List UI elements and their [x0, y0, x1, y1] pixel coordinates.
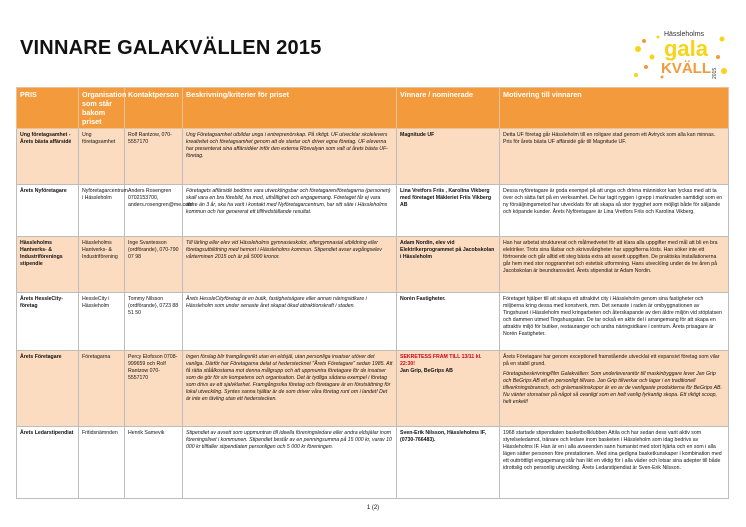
- table-row: [17, 237, 729, 293]
- cell-vinnare: Sven-Erik Nilsson, Hässleholms IF, (0730-766483).: [397, 427, 500, 499]
- cell-motivering: Dessa nyföretagare är goda exempel på att unga och drivna människor kan lyckas med att ta över och sätta fart på en verksamhet. De har tagit ryggen i grepp i marknaden samtidigt som en ny försäljningsmetod har utvecklats för att skapa så stor trygghet som möjligt både för säljande och köpande kunder. Årets Nyföretagare är Lina Vretfors Friis och Karolina Vikberg.: [500, 185, 729, 237]
- winners-table: [16, 87, 729, 499]
- cell-beskrivning: Årets HessleCityföretag är en butik, fastighetsägare eller annan näringsidkare i Hässleholm som under senaste året skapat ökad attraktionskraft i staden.: [183, 293, 397, 351]
- cell-vinnare: Lina Vretfors Friis , Karolina Vikberg med företaget Mäkleriet Friis Vikberg AB: [397, 185, 500, 237]
- cell-kontaktperson: Tommy Nilsson (ordförande), 0723 88 51 50: [125, 293, 183, 351]
- motivering-text: Årets Företagare har genom exceptionell framstående utvecklat ett expansivt företag som vilar på en stabil grund.: [503, 354, 720, 368]
- table-header-row: [17, 88, 729, 129]
- header-vinnare: Vinnare / nominerade: [397, 88, 500, 129]
- table-row: [17, 427, 729, 499]
- header-motivering: Motivering till vinnaren: [500, 88, 729, 129]
- cell-kontaktperson: Inge Svantesson (ordförande), 070-790 07 98: [125, 237, 183, 293]
- header-pris: PRIS: [17, 88, 79, 129]
- table-row: [17, 351, 729, 427]
- cell-organisation: Nyföretagarcentrum i Hässleholm: [79, 185, 125, 237]
- cell-motivering: [500, 351, 729, 427]
- cell-organisation: Företagarna: [79, 351, 125, 427]
- header-organisation: Organisation som står bakom priset: [79, 88, 125, 129]
- winner-name: Jan Grip, BeGrips AB: [400, 368, 453, 375]
- cell-pris: Hässleholms Hantverks- & Industriförenings stipendie: [17, 237, 79, 293]
- cell-organisation: Hässleholms Hantverks- & Industriförening: [79, 237, 125, 293]
- cell-beskrivning: Ingen förslag blir framgångsrikt utan en eldsjäl, utan personliga insatser utöver det vanliga. Därför har Företagarna delat ut hederstecknet "Årets Företagare" sedan 1985. Att få rätta ståålkostama mot denna målgrupp och att uppmuntra företagare för de insatser som de gör för sin kompetens och organisation. Det är tydliga sådana exempel i företag som drivs av ett sjalvklarhet. Framgångsrika företag och företagare är en förutsättning för lokal utveckling. Syntes sanna hjältar är de som driver våra företag runt om i landet! Det är inte en tävling utan ett hederstecken.: [183, 351, 397, 427]
- logo-kvall-text: KVÄLL: [661, 60, 711, 77]
- table-row: [17, 293, 729, 351]
- logo-gala-text: gala: [663, 36, 709, 61]
- cell-kontaktperson: Rolf Rantzow, 070-5557170: [125, 129, 183, 185]
- cell-beskrivning: Företagets affärsidé bedöms vara utvecklingsbar och företagaren/företagarna (personen) skall vara en bra förebild, ha mod, uthållighet och engagemang. Företaget får ej vara äldre än 3 år, ska ha varit i kontakt med Nyföretagarcentrum, har sitt säte i Hässleholms kommun och har genererat ett tillfredställande resultat.: [183, 185, 397, 237]
- cell-beskrivning: Stipendiet av avsett som uppmuntran till ideella föreningsledare eller andra eldsjälar inom föreningslivet i kommunen. Stipendiet består av en penningsumma på 15 000 kr, varav 10 000 kr tillfaller stipendiaten personligen och 5 000 kr föreningen.: [183, 427, 397, 499]
- cell-pris: Årets Ledarstipendiat: [17, 427, 79, 499]
- cell-beskrivning: Till lärling eller elev vid Hässleholms gymnasieskolor, eftergymnasial utbildning eller företagsutbildning med hemort i Hässleholms kommun. Stipendiet avser avgångselev vårterminen 2015 och är på 5000 kronor.: [183, 237, 397, 293]
- cell-motivering: Företaget hjälper till att skapa ett attraktivt city i Hässleholm genom sina fastigheter och miljöerna kring dessa med konstverk, mm. Det senaste i raden är ombyggnationen av Tingshuset i Hässleholm med kringarbeten och återskapande av den äldre miljön vid stöplatsen och dammen utmed Tingshusgatan. De tar också en aktiv del i arrangemang för att skapa en attraktiv miljö för butiker, restauranger och andra näringsidkare i centrum. Årets prisagare är Norén Fastigheter.: [500, 293, 729, 351]
- logo-year-text: 2015: [712, 67, 718, 79]
- cell-organisation: Ung företagsamhet: [79, 129, 125, 185]
- cell-pris: Ung företagsamhet - Årets bästa affärsidé: [17, 129, 79, 185]
- cell-organisation: Fritidsnämnden: [79, 427, 125, 499]
- logo-top-text: Hässleholms: [663, 31, 705, 38]
- page-number: 1 (2): [366, 505, 380, 511]
- cell-vinnare: Magnitude UF: [397, 129, 500, 185]
- cell-organisation: HessleCity i Hässleholm: [79, 293, 125, 351]
- cell-pris: Årets Nyföretagare: [17, 185, 79, 237]
- cell-motivering: Detta UF företag går Hässleholm till en roligare stad genom ett Avtryck som alla kan minnas. Pris för årets bästa UF affärsidé går till Magnitude UF.: [500, 129, 729, 185]
- galakvall-logo: [632, 27, 728, 83]
- cell-pris: Årets HessleCity-företag: [17, 293, 79, 351]
- cell-motivering: 1968 startade stipendiaten basketbollklubben Attila och har sedan dess varit aktiv som styrelseledamot, tränare och ledare inom basketen i Hässleholm som idag bedrivs av Hässleholms IF. Han är en i alla avseenden sann humanist med stort hjärta och en som i alla lägen sätter personen före prestationen. Med sina gedigna basketkunskaper i kombination med ett outtröttligt engagemang står han likt en viktig för i alla väder och lotsar sina adepter till både idrottslig och personlig utveckling. Årets Ledarstipendiat är Sven-Erik Nilsson.: [500, 427, 729, 499]
- cell-motivering: Han har arbetat strukturerat och målmedvetet för att klara alla uppgifter med mål att bli en bra elektriker. Trots sina låsbar och skrivsvårigheter har uppgifterna lösts. Han söker inte ett förtroende och går alltid ett steg bästa extra att avsett uppgiften. De praktiska installationerna går hem med stor noggrannhet och estetisk utformning. Hans utveckling under de tre åren på Jacobskolan är beundransvärd. Årets stipendiat är Adam Nordin.: [500, 237, 729, 293]
- header-beskrivning: Beskrivning/kriterier för priset: [183, 88, 397, 129]
- company-description: Företagsbeskrivning/film Galakvällen: Som underleverantör till maskinbyggare lever Jan Grip och BeGrips AB ett en personligt tillvaro. Jan Grip tillverkar och lagar i en traditionell tillverkningsbransch, och grävmaskinskopor är en av de vanligaste produkterna för BeGrips AB. Nu vänter storsatser på något så ovanligt som en helt vanlig fyrkantig skopa. Ett riktigt scoop, helt enkelt!: [503, 371, 722, 406]
- cell-vinnare: [397, 351, 500, 427]
- cell-kontaktperson: Henrik Samevik: [125, 427, 183, 499]
- cell-vinnare: Norén Fastigheter.: [397, 293, 500, 351]
- secrecy-notice: SEKRETESS FRAM TILL 13/11 kl. 22:30!: [400, 354, 482, 368]
- table-row: [17, 185, 729, 237]
- header-kontaktperson: Kontaktperson: [125, 88, 183, 129]
- cell-vinnare: Adam Nordin, elev vid Elektrikerprogrammet på Jacobskolan i Hässleholm: [397, 237, 500, 293]
- page-title: VINNARE GALAKVÄLLEN 2015: [20, 37, 322, 59]
- cell-pris: Årets Företagare: [17, 351, 79, 427]
- table-row: [17, 129, 729, 185]
- cell-kontaktperson: Percy Elofsson 0708-999659 och Rolf Rantzow 070-5557170: [125, 351, 183, 427]
- cell-beskrivning: Ung Företagsamhet utbildar unga i entreprenörskap. På riktigt. UF utvecklar skolelevers kreativitet och företagsamhet genom att de startar och driver egna företag. UF eleverna har presenterat sina affärsidéer inför den externa Rösvalyan som valt ut årets bästa UF-företag.: [183, 129, 397, 185]
- cell-kontaktperson: Anders Rosengren 0702153700, anders.rosengren@me.com: [125, 185, 183, 237]
